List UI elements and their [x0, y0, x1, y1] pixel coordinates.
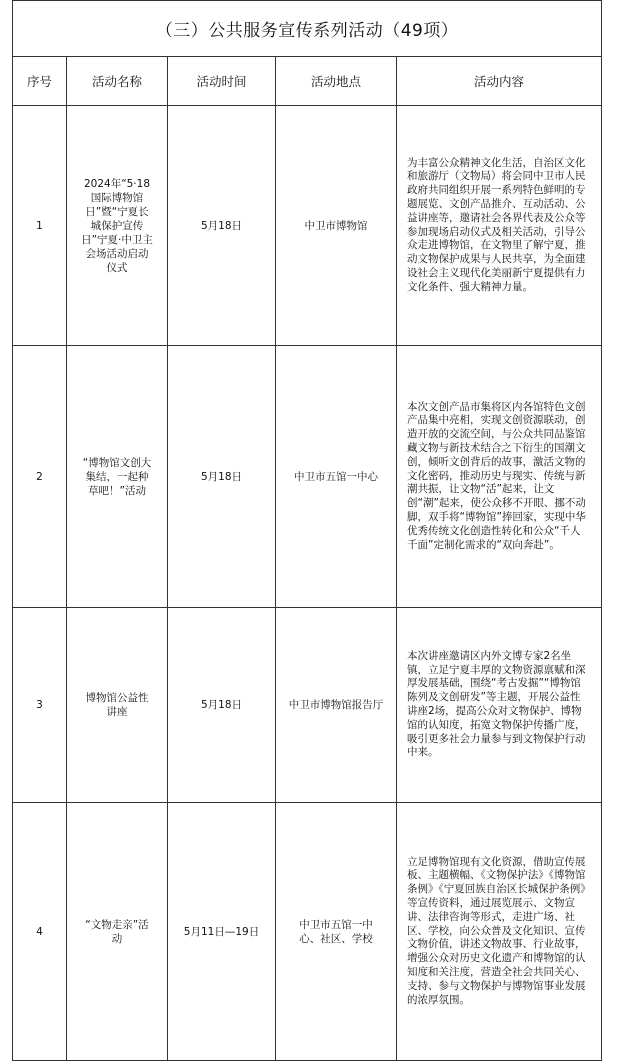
- header-content: 活动内容: [397, 57, 602, 106]
- row-time: 5月18日: [168, 346, 276, 608]
- row-place: 中卫市五馆一中心、社区、学校: [276, 803, 397, 1061]
- row-no: 4: [13, 803, 67, 1061]
- row-activity-name: 2024年“5·18国际博物馆日”暨“宁夏长城保护宣传日”宁夏·中卫主会场活动启动仪式: [67, 106, 168, 346]
- table-row: [13, 803, 602, 1061]
- row-activity-name: “博物馆文创大集结，一起种草吧！”活动: [67, 346, 168, 608]
- table-row: [13, 106, 602, 346]
- header-time: 活动时间: [168, 57, 276, 106]
- header-no: 序号: [13, 57, 67, 106]
- row-time: 5月11日—19日: [168, 803, 276, 1061]
- row-time: 5月18日: [168, 106, 276, 346]
- document-page: [12, 0, 601, 1051]
- header-place: 活动地点: [276, 57, 397, 106]
- row-activity-name: “文物走亲”活动: [67, 803, 168, 1061]
- table-row: [13, 608, 602, 803]
- row-no: 1: [13, 106, 67, 346]
- header-name: 活动名称: [67, 57, 168, 106]
- row-place: 中卫市博物馆报告厅: [276, 608, 397, 803]
- row-content: 本次文创产品市集将区内各馆特色文创产品集中亮相，实现文创资源联动，创造开放的交流空间，与公众共同品鉴馆藏文物与新技术结合之下衍生的国潮文创，倾听文创背后的故事，激活文物的文化密码，推动历史与现实、传统与新潮共振，让文物“活”起来，让文创“潮”起来，使公众移不开眼、挪不动脚，双手将“博物馆”捧回家，实现中华优秀传统文化创造性转化和公众“千人千面”定制化需求的“双向奔赴”。: [397, 346, 602, 608]
- row-no: 2: [13, 346, 67, 608]
- table-header-row: [13, 57, 602, 106]
- row-place: 中卫市博物馆: [276, 106, 397, 346]
- table-row: [13, 346, 602, 608]
- row-time: 5月18日: [168, 608, 276, 803]
- row-content: 为丰富公众精神文化生活，自治区文化和旅游厅（文物局）将会同中卫市人民政府共同组织开展一系列特色鲜明的专题展览、文创产品推介、互动活动、公益讲座等，邀请社会各界代表及公众等参加现场启动仪式及相关活动，引导公众走进博物馆，在文物里了解宁夏，推动文物保护成果与人民共享，为全面建设社会主义现代化美丽新宁夏提供有力文化条件、强大精神力量。: [397, 106, 602, 346]
- table-title: （三）公共服务宣传系列活动（49项）: [13, 1, 602, 57]
- row-place: 中卫市五馆一中心: [276, 346, 397, 608]
- row-activity-name: 博物馆公益性讲座: [67, 608, 168, 803]
- row-no: 3: [13, 608, 67, 803]
- row-content: 立足博物馆现有文化资源，借助宣传展板、主题横幅、《文物保护法》《博物馆条例》《宁夏回族自治区长城保护条例》等宣传资料，通过展览展示、文物宣讲、法律咨询等形式，走进广场、社区、学校，向公众普及文化知识、宣传文物价值，讲述文物故事、行业故事，增强公众对历史文化遗产和博物馆的认知度和关注度，营造全社会共同关心、支持、参与文物保护与博物馆事业发展的浓厚氛围。: [397, 803, 602, 1061]
- activity-table: [12, 0, 602, 1061]
- row-content: 本次讲座邀请区内外文博专家2名坐镇，立足宁夏丰厚的文物资源禀赋和深厚发展基础，围绕“考古发掘”“博物馆陈列及文创研发”等主题，开展公益性讲座2场，提高公众对文物保护、博物馆的认知度，拓宽文物保护传播广度，吸引更多社会力量参与到文物保护行动中来。: [397, 608, 602, 803]
